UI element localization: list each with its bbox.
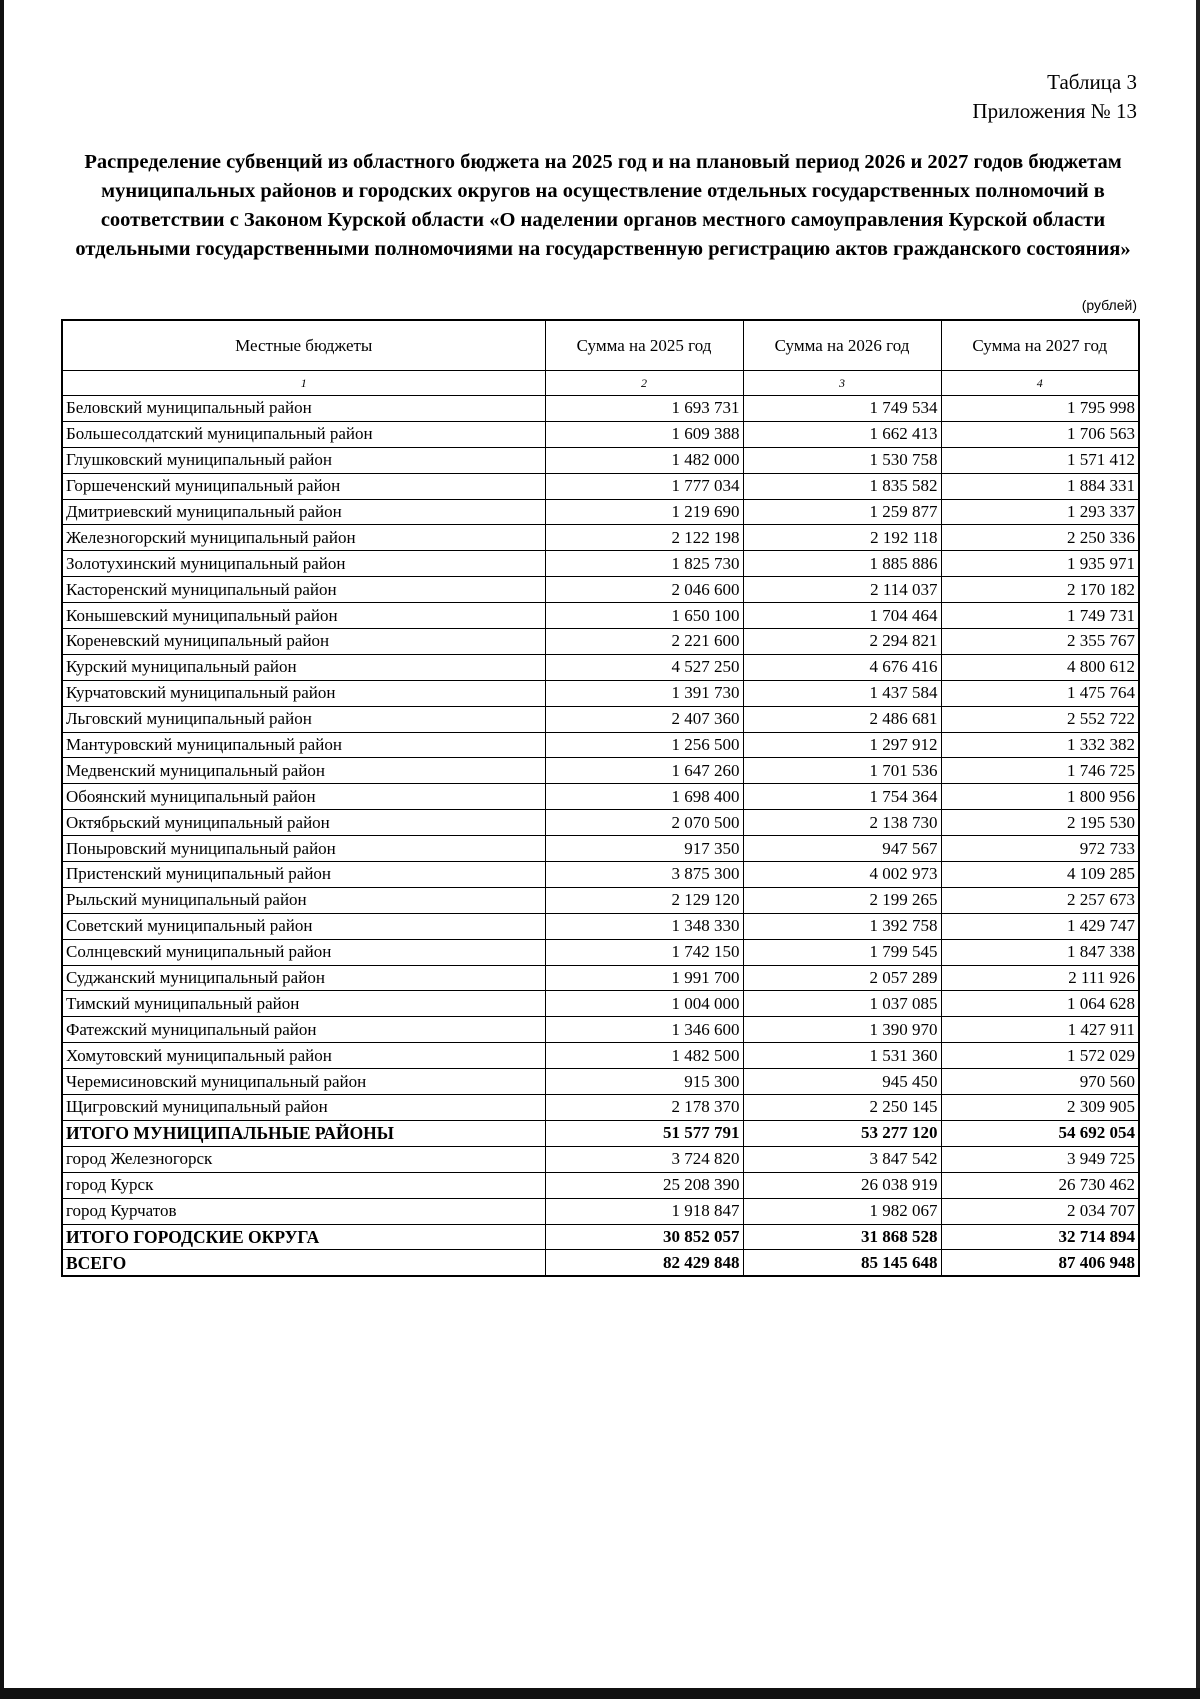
amount-2027-cell: 1 749 731	[941, 603, 1139, 629]
amount-2027-cell: 4 800 612	[941, 654, 1139, 680]
table-row	[62, 836, 1139, 862]
table-row	[62, 421, 1139, 447]
amount-2025-cell: 2 122 198	[545, 525, 743, 551]
amount-2026-cell: 31 868 528	[743, 1224, 941, 1250]
budget-name-cell: Щигровский муниципальный район	[62, 1095, 545, 1121]
amount-2026-cell: 1 392 758	[743, 913, 941, 939]
amount-2027-cell: 1 064 628	[941, 991, 1139, 1017]
budget-name-cell: ИТОГО ГОРОДСКИЕ ОКРУГА	[62, 1224, 545, 1250]
table-row	[62, 965, 1139, 991]
amount-2025-cell: 4 527 250	[545, 654, 743, 680]
budget-name-cell: Черемисиновский муниципальный район	[62, 1069, 545, 1095]
table-row	[62, 758, 1139, 784]
amount-2027-cell: 3 949 725	[941, 1146, 1139, 1172]
amount-2027-cell: 970 560	[941, 1069, 1139, 1095]
budget-name-cell: Хомутовский муниципальный район	[62, 1043, 545, 1069]
amount-2025-cell: 1 219 690	[545, 499, 743, 525]
amount-2025-cell: 3 875 300	[545, 862, 743, 888]
table-label: Таблица 3	[1047, 70, 1137, 94]
amount-2025-cell: 1 482 500	[545, 1043, 743, 1069]
column-header-2025: Сумма на 2025 год	[545, 320, 743, 371]
amount-2025-cell: 917 350	[545, 836, 743, 862]
amount-2026-cell: 1 531 360	[743, 1043, 941, 1069]
table-total-row	[62, 1250, 1139, 1276]
budget-name-cell: Мантуровский муниципальный район	[62, 732, 545, 758]
budget-name-cell: Золотухинский муниципальный район	[62, 551, 545, 577]
amount-2027-cell: 87 406 948	[941, 1250, 1139, 1276]
column-header-2027: Сумма на 2027 год	[941, 320, 1139, 371]
column-number: 1	[62, 371, 545, 396]
budget-name-cell: Глушковский муниципальный район	[62, 447, 545, 473]
amount-2025-cell: 1 825 730	[545, 551, 743, 577]
table-row	[62, 1069, 1139, 1095]
amount-2025-cell: 25 208 390	[545, 1172, 743, 1198]
column-header-local-budgets: Местные бюджеты	[62, 320, 545, 371]
budget-table	[61, 319, 1140, 1277]
column-number-row	[62, 371, 1139, 396]
table-total-row	[62, 1120, 1139, 1146]
table-row	[62, 810, 1139, 836]
budget-name-cell: Кореневский муниципальный район	[62, 629, 545, 655]
column-number: 4	[941, 371, 1139, 396]
amount-2027-cell: 1 884 331	[941, 473, 1139, 499]
amount-2025-cell: 1 256 500	[545, 732, 743, 758]
table-row	[62, 732, 1139, 758]
amount-2027-cell: 1 935 971	[941, 551, 1139, 577]
budget-name-cell: Фатежский муниципальный район	[62, 1017, 545, 1043]
amount-2025-cell: 1 918 847	[545, 1198, 743, 1224]
amount-2025-cell: 1 609 388	[545, 421, 743, 447]
amount-2027-cell: 1 332 382	[941, 732, 1139, 758]
amount-2026-cell: 1 297 912	[743, 732, 941, 758]
table-row	[62, 551, 1139, 577]
amount-2027-cell: 2 355 767	[941, 629, 1139, 655]
table-row	[62, 577, 1139, 603]
table-row	[62, 473, 1139, 499]
amount-2025-cell: 2 178 370	[545, 1095, 743, 1121]
table-row	[62, 447, 1139, 473]
amount-2026-cell: 1 662 413	[743, 421, 941, 447]
table-total-row	[62, 1224, 1139, 1250]
amount-2026-cell: 1 530 758	[743, 447, 941, 473]
amount-2025-cell: 1 346 600	[545, 1017, 743, 1043]
amount-2027-cell: 1 800 956	[941, 784, 1139, 810]
scan-edge-left	[0, 0, 4, 1699]
budget-name-cell: Солнцевский муниципальный район	[62, 939, 545, 965]
amount-2025-cell: 1 777 034	[545, 473, 743, 499]
amount-2027-cell: 4 109 285	[941, 862, 1139, 888]
amount-2027-cell: 972 733	[941, 836, 1139, 862]
amount-2027-cell: 54 692 054	[941, 1120, 1139, 1146]
amount-2026-cell: 4 676 416	[743, 654, 941, 680]
amount-2026-cell: 1 259 877	[743, 499, 941, 525]
amount-2026-cell: 2 192 118	[743, 525, 941, 551]
amount-2027-cell: 1 571 412	[941, 447, 1139, 473]
budget-name-cell: Касторенский муниципальный район	[62, 577, 545, 603]
budget-name-cell: Курчатовский муниципальный район	[62, 680, 545, 706]
table-row	[62, 706, 1139, 732]
amount-2027-cell: 1 706 563	[941, 421, 1139, 447]
amount-2026-cell: 1 885 886	[743, 551, 941, 577]
amount-2026-cell: 945 450	[743, 1069, 941, 1095]
table-row	[62, 499, 1139, 525]
table-header-row	[62, 320, 1139, 371]
table-row	[62, 525, 1139, 551]
amount-2027-cell: 2 257 673	[941, 887, 1139, 913]
scan-edge-bottom	[0, 1688, 1200, 1699]
amount-2026-cell: 1 799 545	[743, 939, 941, 965]
amount-2027-cell: 2 034 707	[941, 1198, 1139, 1224]
budget-name-cell: Конышевский муниципальный район	[62, 603, 545, 629]
table-body	[62, 396, 1139, 1277]
table-row	[62, 784, 1139, 810]
amount-2027-cell: 26 730 462	[941, 1172, 1139, 1198]
table-row	[62, 1172, 1139, 1198]
scan-edge-right	[1196, 0, 1200, 1699]
document-header	[972, 68, 1137, 126]
table-row	[62, 680, 1139, 706]
amount-2026-cell: 1 437 584	[743, 680, 941, 706]
amount-2025-cell: 2 407 360	[545, 706, 743, 732]
budget-name-cell: Рыльский муниципальный район	[62, 887, 545, 913]
amount-2025-cell: 1 647 260	[545, 758, 743, 784]
budget-name-cell: Октябрьский муниципальный район	[62, 810, 545, 836]
amount-2025-cell: 915 300	[545, 1069, 743, 1095]
amount-2027-cell: 2 309 905	[941, 1095, 1139, 1121]
amount-2027-cell: 2 552 722	[941, 706, 1139, 732]
budget-name-cell: Поныровский муниципальный район	[62, 836, 545, 862]
amount-2026-cell: 26 038 919	[743, 1172, 941, 1198]
appendix-label: Приложения № 13	[972, 99, 1137, 123]
budget-name-cell: Тимский муниципальный район	[62, 991, 545, 1017]
amount-2026-cell: 1 835 582	[743, 473, 941, 499]
amount-2026-cell: 1 704 464	[743, 603, 941, 629]
table-row	[62, 654, 1139, 680]
amount-2026-cell: 1 749 534	[743, 396, 941, 422]
budget-name-cell: ИТОГО МУНИЦИПАЛЬНЫЕ РАЙОНЫ	[62, 1120, 545, 1146]
amount-2025-cell: 82 429 848	[545, 1250, 743, 1276]
amount-2026-cell: 53 277 120	[743, 1120, 941, 1146]
table-row	[62, 1095, 1139, 1121]
amount-2025-cell: 2 070 500	[545, 810, 743, 836]
budget-name-cell: Горшеченский муниципальный район	[62, 473, 545, 499]
column-number: 3	[743, 371, 941, 396]
amount-2025-cell: 1 650 100	[545, 603, 743, 629]
budget-name-cell: Железногорский муниципальный район	[62, 525, 545, 551]
table-row	[62, 603, 1139, 629]
table-row	[62, 1017, 1139, 1043]
amount-2026-cell: 85 145 648	[743, 1250, 941, 1276]
amount-2027-cell: 1 293 337	[941, 499, 1139, 525]
column-header-2026: Сумма на 2026 год	[743, 320, 941, 371]
amount-2027-cell: 32 714 894	[941, 1224, 1139, 1250]
budget-name-cell: Советский муниципальный район	[62, 913, 545, 939]
table-row	[62, 629, 1139, 655]
amount-2025-cell: 2 129 120	[545, 887, 743, 913]
amount-2027-cell: 1 572 029	[941, 1043, 1139, 1069]
table-row	[62, 939, 1139, 965]
amount-2025-cell: 2 046 600	[545, 577, 743, 603]
budget-name-cell: Медвенский муниципальный район	[62, 758, 545, 784]
amount-2026-cell: 2 294 821	[743, 629, 941, 655]
amount-2026-cell: 1 390 970	[743, 1017, 941, 1043]
amount-2026-cell: 1 037 085	[743, 991, 941, 1017]
table-row	[62, 862, 1139, 888]
budget-name-cell: ВСЕГО	[62, 1250, 545, 1276]
units-label: (рублей)	[1081, 297, 1137, 313]
amount-2026-cell: 3 847 542	[743, 1146, 941, 1172]
amount-2025-cell: 3 724 820	[545, 1146, 743, 1172]
budget-name-cell: город Курск	[62, 1172, 545, 1198]
amount-2027-cell: 2 111 926	[941, 965, 1139, 991]
table-row	[62, 991, 1139, 1017]
amount-2025-cell: 30 852 057	[545, 1224, 743, 1250]
amount-2026-cell: 947 567	[743, 836, 941, 862]
table-row	[62, 887, 1139, 913]
budget-name-cell: Большесолдатский муниципальный район	[62, 421, 545, 447]
table-row	[62, 1146, 1139, 1172]
amount-2027-cell: 1 795 998	[941, 396, 1139, 422]
amount-2027-cell: 2 170 182	[941, 577, 1139, 603]
table-row	[62, 913, 1139, 939]
budget-name-cell: Дмитриевский муниципальный район	[62, 499, 545, 525]
document-title: Распределение субвенций из областного бюджета на 2025 год и на плановый период 2026 и 2027 годов бюджетам муниципальных районов и городских округов на осуществление отдельных государственных полномочий в соответствии с Законом Курской области «О наделении органов местного самоуправления Курской области отдельными государственными полномочиями на государственную регистрацию актов гражданского состояния»	[75, 151, 1131, 260]
table-row	[62, 1043, 1139, 1069]
amount-2025-cell: 51 577 791	[545, 1120, 743, 1146]
amount-2026-cell: 2 138 730	[743, 810, 941, 836]
amount-2025-cell: 1 742 150	[545, 939, 743, 965]
amount-2025-cell: 1 391 730	[545, 680, 743, 706]
amount-2026-cell: 1 701 536	[743, 758, 941, 784]
amount-2026-cell: 2 199 265	[743, 887, 941, 913]
amount-2027-cell: 1 847 338	[941, 939, 1139, 965]
budget-name-cell: Беловский муниципальный район	[62, 396, 545, 422]
budget-name-cell: Льговский муниципальный район	[62, 706, 545, 732]
amount-2025-cell: 1 004 000	[545, 991, 743, 1017]
amount-2026-cell: 4 002 973	[743, 862, 941, 888]
amount-2027-cell: 1 429 747	[941, 913, 1139, 939]
budget-name-cell: город Железногорск	[62, 1146, 545, 1172]
budget-name-cell: Пристенский муниципальный район	[62, 862, 545, 888]
amount-2027-cell: 1 746 725	[941, 758, 1139, 784]
amount-2026-cell: 2 250 145	[743, 1095, 941, 1121]
amount-2027-cell: 2 250 336	[941, 525, 1139, 551]
amount-2026-cell: 2 486 681	[743, 706, 941, 732]
amount-2025-cell: 2 221 600	[545, 629, 743, 655]
amount-2027-cell: 2 195 530	[941, 810, 1139, 836]
budget-name-cell: Суджанский муниципальный район	[62, 965, 545, 991]
amount-2026-cell: 1 982 067	[743, 1198, 941, 1224]
amount-2026-cell: 2 114 037	[743, 577, 941, 603]
amount-2027-cell: 1 475 764	[941, 680, 1139, 706]
amount-2025-cell: 1 991 700	[545, 965, 743, 991]
amount-2026-cell: 1 754 364	[743, 784, 941, 810]
amount-2026-cell: 2 057 289	[743, 965, 941, 991]
table-row	[62, 1198, 1139, 1224]
amount-2025-cell: 1 348 330	[545, 913, 743, 939]
amount-2025-cell: 1 482 000	[545, 447, 743, 473]
table-row	[62, 396, 1139, 422]
amount-2027-cell: 1 427 911	[941, 1017, 1139, 1043]
amount-2025-cell: 1 693 731	[545, 396, 743, 422]
amount-2025-cell: 1 698 400	[545, 784, 743, 810]
column-number: 2	[545, 371, 743, 396]
budget-name-cell: Курский муниципальный район	[62, 654, 545, 680]
budget-name-cell: город Курчатов	[62, 1198, 545, 1224]
budget-name-cell: Обоянский муниципальный район	[62, 784, 545, 810]
